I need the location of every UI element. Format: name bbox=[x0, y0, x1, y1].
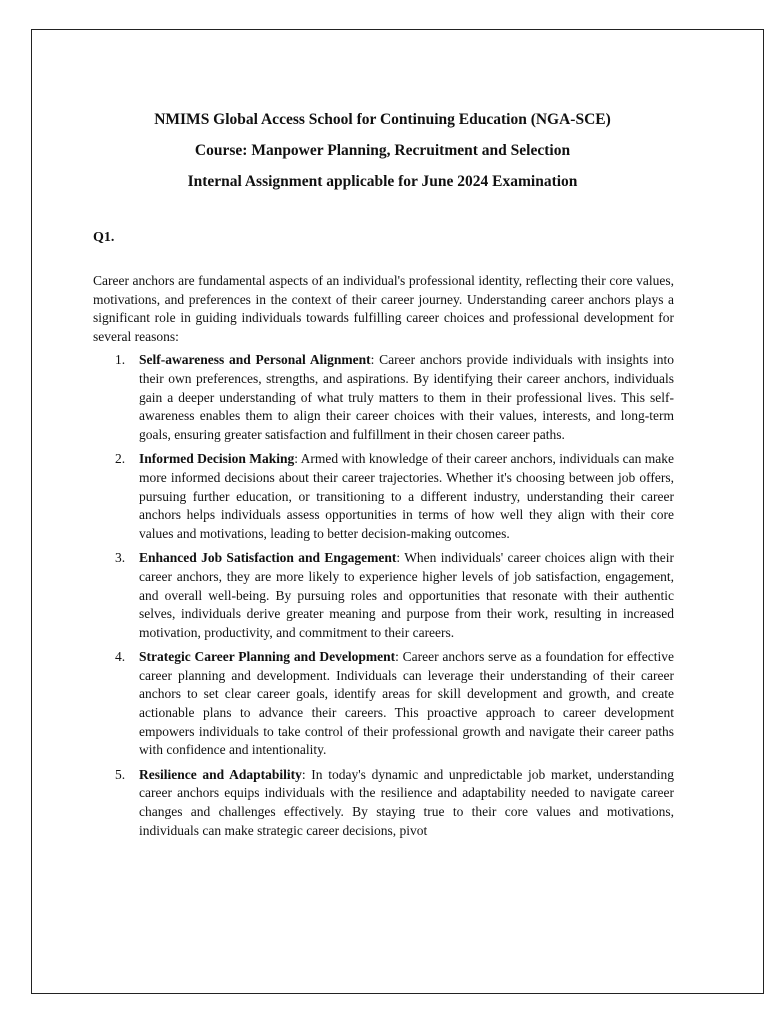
reason-title: Strategic Career Planning and Development bbox=[139, 649, 396, 665]
reason-item bbox=[93, 766, 674, 840]
intro-paragraph: Career anchors are fundamental aspects of an individual's professional identity, reflecting their core values, motivations, and preferences in the context of their career journey. Understanding career anchors plays a significant role in guiding individuals towards fulfilling career choices and professional development for several reasons: bbox=[93, 273, 674, 344]
header-assignment: Internal Assignment applicable for June 2024 Examination bbox=[187, 173, 578, 190]
reason-number: 2. bbox=[115, 451, 126, 467]
reason-text: : Career anchors serve as a foundation for effective career planning and development. Individuals can leverage their understanding of their career anchors to set clear career goals, identify areas for skill development and growth, and create actionable plans to advance their careers. This proactive approach to career development empowers individuals to take control of their professional growth and navigate their career paths with confidence and intentionality. bbox=[139, 649, 674, 758]
reason-item bbox=[93, 351, 674, 444]
reasons-list bbox=[93, 351, 674, 840]
reason-number: 1. bbox=[115, 352, 126, 368]
reason-text: : Armed with knowledge of their career anchors, individuals can make more informed decisions about their career trajectories. Whether it's choosing between job offers, pursuing further education, or transitioning to a different industry, understanding their career anchors helps individuals assess opportunities in terms of how well they align with their core values and motivations, leading to better decision-making outcomes. bbox=[139, 451, 674, 541]
reason-item bbox=[93, 648, 674, 760]
document-header bbox=[31, 104, 734, 197]
reason-text: : When individuals' career choices align with their career anchors, they are more likely to experience higher levels of job satisfaction, engagement, and overall well-being. By pursuing roles and opportunities that resonate with their authentic selves, individuals derive greater meaning and purpose from their work, resulting in increased motivation, productivity, and commitment to their careers. bbox=[139, 550, 674, 640]
reason-text: : In today's dynamic and unpredictable job market, understanding career anchors equips individuals with the resilience and adaptability needed to navigate career changes and challenges effectively. By staying true to their core values and motivations, individuals can make strategic career decisions, pivot bbox=[139, 766, 674, 838]
reason-title: Informed Decision Making bbox=[139, 451, 295, 467]
reason-title: Enhanced Job Satisfaction and Engagement bbox=[139, 550, 397, 566]
reason-title: Resilience and Adaptability bbox=[139, 766, 302, 782]
answer-body bbox=[93, 272, 674, 846]
reason-number: 5. bbox=[115, 766, 126, 782]
header-course: Course: Manpower Planning, Recruitment and Selection bbox=[194, 142, 571, 159]
reason-item bbox=[93, 450, 674, 543]
reason-title: Self-awareness and Personal Alignment bbox=[139, 352, 371, 368]
reason-number: 4. bbox=[115, 649, 126, 665]
header-institution: NMIMS Global Access School for Continuing Education (NGA-SCE) bbox=[154, 111, 611, 128]
reason-text: : Career anchors provide individuals with insights into their own preferences, strengths, and aspirations. By identifying their career anchors, individuals gain a deeper understanding of what truly matters to them in their professional lives. This self-awareness enables them to align their career choices with their values, interests, and long-term goals, ensuring greater satisfaction and fulfillment in their chosen career paths. bbox=[139, 352, 674, 442]
reason-item bbox=[93, 549, 674, 642]
reason-number: 3. bbox=[115, 550, 126, 566]
question-label: Q1. bbox=[93, 230, 115, 245]
